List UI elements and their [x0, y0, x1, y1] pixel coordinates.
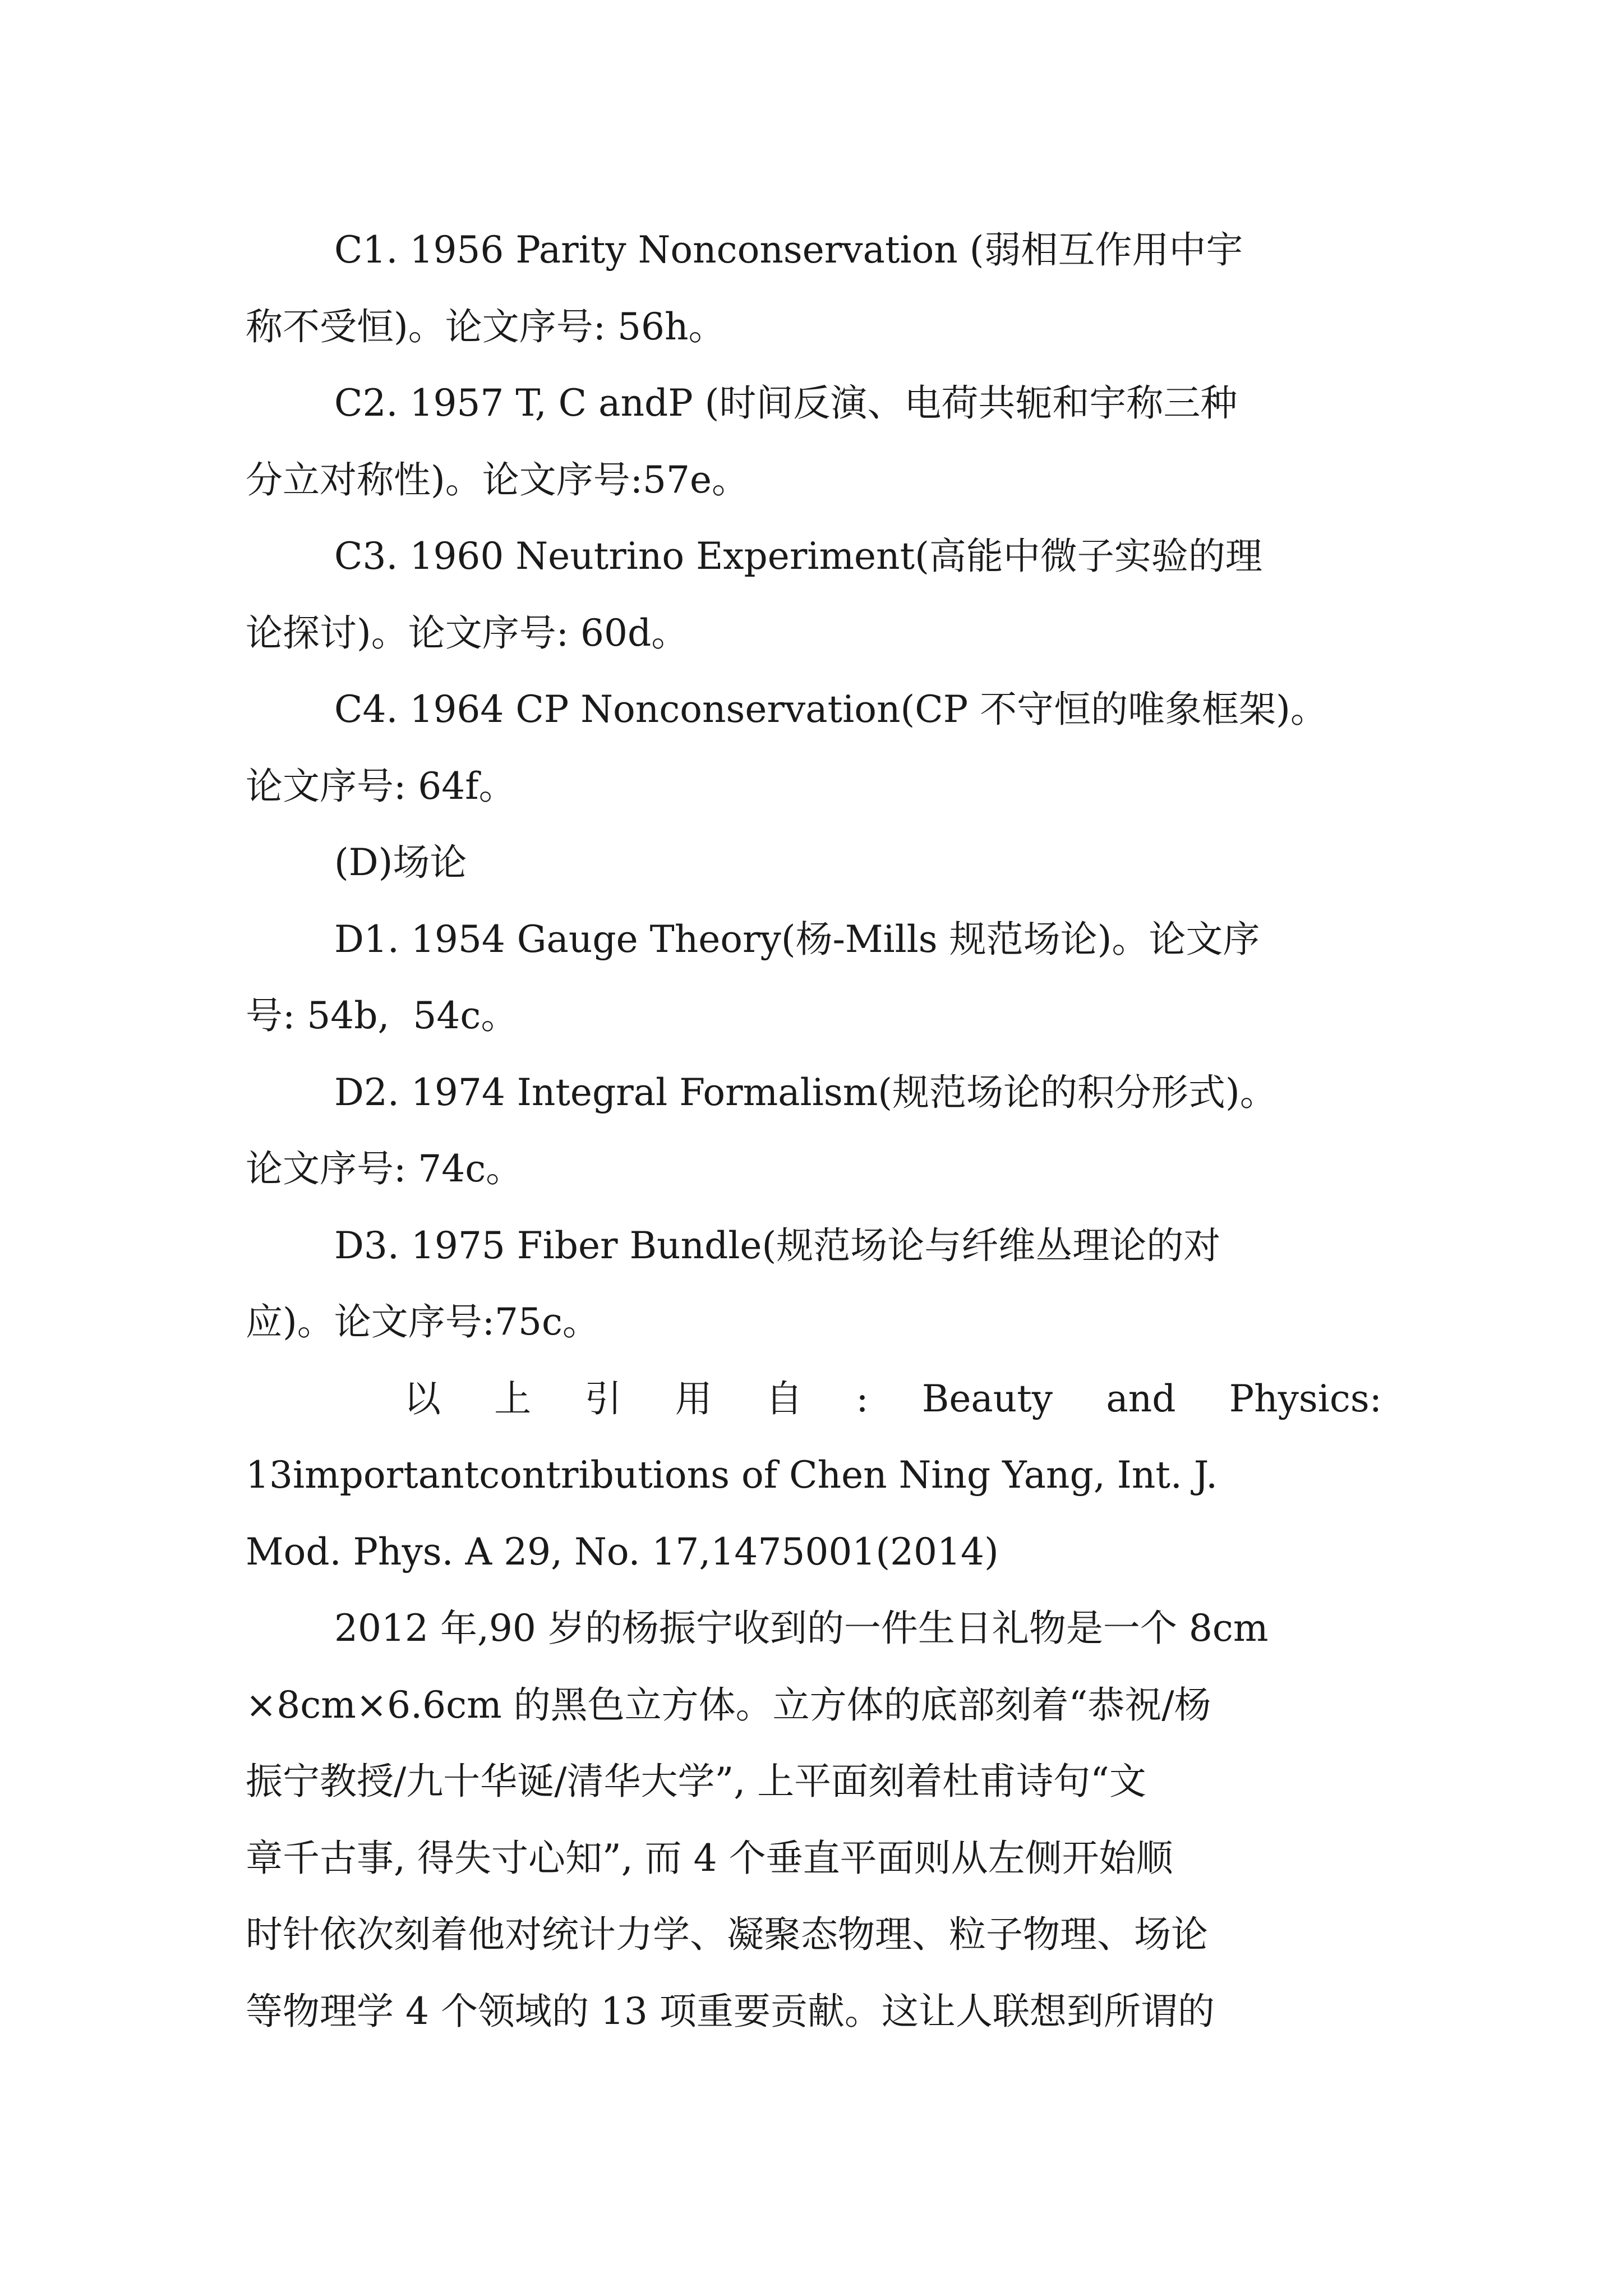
list-item-line: D2. 1974 Integral Formalism(规范场论的积分形式)。: [334, 1070, 1277, 1114]
list-item-line: 分立对称性)。论文序号:57e。: [246, 458, 749, 501]
paragraph-line: 等物理学 4 个领域的 13 项重要贡献。这让人联想到所谓的: [246, 1989, 1215, 2033]
list-item-d2: [246, 1055, 1382, 1208]
body-paragraph: [246, 1590, 1382, 2050]
citation-word: :: [856, 1377, 869, 1420]
list-item-line: 应)。论文序号:75c。: [246, 1300, 600, 1343]
citation-word: Physics:: [1229, 1377, 1382, 1420]
citation-word: 引: [584, 1377, 622, 1420]
list-item-line: 论探讨)。论文序号: 60d。: [246, 611, 689, 655]
citation-head: [246, 1361, 1382, 1438]
list-item-line: 称不受恒)。论文序号: 56h。: [246, 305, 726, 348]
list-item-c2: [246, 365, 1382, 518]
list-item-line: D3. 1975 Fiber Bundle(规范场论与纤维丛理论的对: [334, 1223, 1221, 1267]
paragraph-line: 2012 年,90 岁的杨振宁收到的一件生日礼物是一个 8cm: [334, 1607, 1269, 1650]
document-body: [246, 212, 1382, 2050]
citation-line: 13importantcontributions of Chen Ning Yang, Int. J.: [246, 1453, 1218, 1497]
list-item-line: C2. 1957 T, C andP (时间反演、电荷共轭和宇称三种: [334, 381, 1238, 425]
list-item-line: 号: 54b, 54c。: [246, 994, 518, 1037]
list-item-line: C3. 1960 Neutrino Experiment(高能中微子实验的理: [334, 535, 1262, 578]
list-item-line: C4. 1964 CP Nonconservation(CP 不守恒的唯象框架)。: [334, 688, 1327, 731]
citation-word: 以: [404, 1377, 441, 1420]
citation-word: and: [1106, 1377, 1176, 1420]
citation-line: Mod. Phys. A 29, No. 17,1475001(2014): [246, 1530, 999, 1573]
paragraph-line: 时针依次刻着他对统计力学、凝聚态物理、粒子物理、场论: [246, 1913, 1208, 1956]
section-heading-d: (D)场论: [334, 841, 467, 884]
citation-word: 用: [675, 1377, 712, 1420]
paragraph-line: ×8cm×6.6cm 的黑色立方体。立方体的底部刻着“恭祝/杨: [246, 1683, 1211, 1727]
list-item-c4: [246, 671, 1382, 825]
list-item-line: C1. 1956 Parity Nonconservation (弱相互作用中宇: [334, 228, 1243, 272]
list-item-c3: [246, 518, 1382, 671]
citation: [246, 1361, 1382, 1591]
paragraph-line: 振宁教授/九十华诞/清华大学”, 上平面刻着杜甫诗句“文: [246, 1760, 1146, 1803]
paragraph-line: 章千古事, 得失寸心知”, 而 4 个垂直平面则从左侧开始顺: [246, 1836, 1173, 1880]
list-item-c1: [246, 212, 1382, 365]
list-item-line: D1. 1954 Gauge Theory(杨-Mills 规范场论)。论文序: [334, 917, 1260, 961]
citation-word: 上: [494, 1377, 532, 1420]
list-item-line: 论文序号: 64f。: [246, 764, 516, 808]
list-item-line: 论文序号: 74c。: [246, 1147, 523, 1190]
citation-word: Beauty: [921, 1377, 1053, 1420]
list-item-d3: [246, 1208, 1382, 1361]
list-item-d1: [246, 901, 1382, 1055]
citation-word: 自: [766, 1377, 803, 1420]
